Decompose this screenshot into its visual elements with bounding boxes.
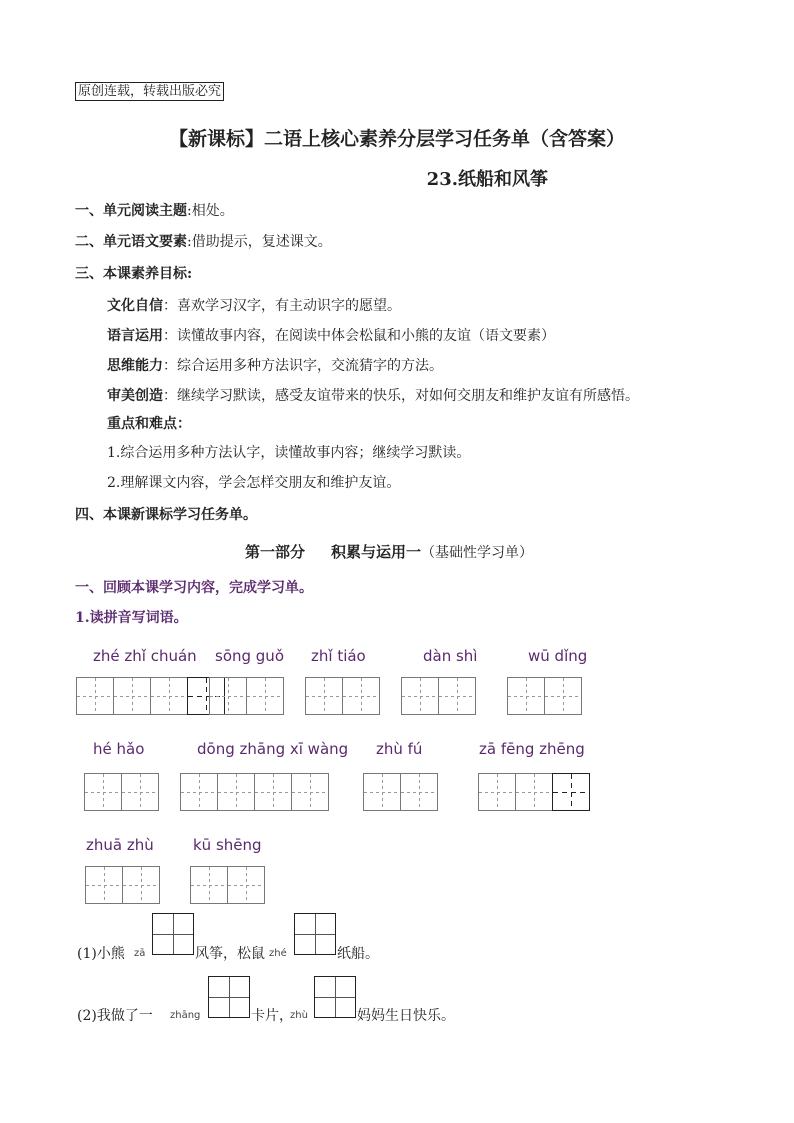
sentence-1-pinyin-2: zhé (269, 948, 287, 959)
goal-thinking (107, 357, 443, 375)
grid-cell[interactable] (76, 677, 114, 715)
grid-cell[interactable] (84, 773, 122, 811)
answer-grid-4[interactable] (401, 677, 475, 715)
goal-aesthetic (107, 387, 639, 405)
grid-cell[interactable] (180, 773, 218, 811)
pinyin-10: zhuā zhù (86, 836, 154, 854)
answer-box-2[interactable] (294, 913, 336, 955)
sentence-1-part-b: 风筝，松鼠 (195, 946, 265, 962)
goal-language-text: ：读懂故事内容，在阅读中体会松鼠和小熊的友谊（语文要素） (163, 328, 555, 344)
sentence-2-part-c: 妈妈生日快乐。 (357, 1008, 455, 1024)
grid-cell[interactable] (305, 677, 343, 715)
grid-cell[interactable] (544, 677, 582, 715)
task-heading: 一、回顾本课学习内容，完成学习单。 (75, 580, 313, 596)
grid-cell[interactable] (190, 866, 228, 904)
grid-cell[interactable] (507, 677, 545, 715)
key-point-1: 1.综合运用多种方法认字，读懂故事内容；继续学习默读。 (107, 445, 471, 461)
answer-box-1[interactable] (152, 913, 194, 955)
section-2 (75, 233, 332, 251)
grid-cell[interactable] (121, 773, 159, 811)
goal-thinking-text: ：综合运用多种方法识字，交流猜字的方法。 (163, 358, 443, 374)
goal-culture-label: 文化自信 (107, 298, 163, 314)
grid-cell[interactable] (515, 773, 553, 811)
answer-grid-2[interactable] (209, 677, 283, 715)
part-heading (245, 541, 533, 562)
pinyin-3: zhǐ tiáo (311, 647, 366, 665)
section-3-label: 三、本课素养目标: (75, 266, 193, 282)
grid-cell[interactable] (122, 866, 160, 904)
sentence-2-pinyin-1: zhāng (170, 1010, 201, 1021)
part-type: （基础性学习单） (421, 545, 534, 561)
sentence-1-part-c: 纸船。 (337, 946, 379, 962)
grid-cell[interactable] (342, 677, 380, 715)
sentence-2-part-b: 卡片， (251, 1008, 293, 1024)
document-title: 【新课标】二语上核心素养分层学习任务单（含答案） (168, 128, 625, 150)
answer-box-3[interactable] (208, 976, 250, 1018)
grid-cell[interactable] (401, 677, 439, 715)
answer-grid-1[interactable] (76, 677, 224, 715)
goal-aesthetic-text: ：继续学习默读，感受友谊带来的快乐，对如何交朋友和维护友谊有所感悟。 (163, 388, 639, 404)
pinyin-4: dàn shì (423, 647, 478, 665)
pinyin-2: sōng guǒ (215, 647, 284, 665)
answer-grid-5[interactable] (507, 677, 581, 715)
sentence-1-pinyin-1: zā (134, 948, 146, 959)
grid-cell[interactable] (291, 773, 329, 811)
grid-cell[interactable] (209, 677, 247, 715)
pinyin-11: kū shēng (193, 836, 262, 854)
grid-cell[interactable] (150, 677, 188, 715)
part-title: 积累与运用一 (331, 543, 422, 561)
grid-cell[interactable] (113, 677, 151, 715)
section-4-label: 四、本课新课标学习任务单。 (75, 507, 257, 523)
pinyin-6: hé hǎo (93, 740, 145, 758)
pinyin-1: zhé zhǐ chuán (93, 647, 197, 665)
goal-aesthetic-label: 审美创造 (107, 388, 163, 404)
grid-cell[interactable] (254, 773, 292, 811)
key-points-label: 重点和难点： (107, 416, 191, 432)
answer-grid-9[interactable] (478, 773, 589, 811)
answer-grid-11[interactable] (190, 866, 264, 904)
key-point-2: 2.理解课文内容，学会怎样交朋友和维护友谊。 (107, 475, 401, 491)
goal-culture (107, 297, 401, 315)
grid-cell[interactable] (478, 773, 516, 811)
section-1 (75, 202, 234, 220)
answer-grid-8[interactable] (363, 773, 437, 811)
question-1-heading: 1.读拼音写词语。 (75, 610, 188, 626)
answer-grid-3[interactable] (305, 677, 379, 715)
copyright-stamp: 原创连载，转载出版必究 (75, 82, 224, 101)
grid-cell[interactable] (552, 773, 590, 811)
grid-cell[interactable] (85, 866, 123, 904)
pinyin-7: dōng zhāng xī wàng (197, 740, 349, 758)
pinyin-8: zhù fú (376, 740, 423, 758)
grid-cell[interactable] (217, 773, 255, 811)
grid-cell[interactable] (400, 773, 438, 811)
goal-language (107, 327, 555, 345)
section-2-label: 二、单元语文要素 (75, 234, 187, 250)
grid-cell[interactable] (246, 677, 284, 715)
sentence-2-part-a: (2)我做了一 (77, 1008, 153, 1024)
goal-language-label: 语言运用 (107, 328, 163, 344)
goal-culture-text: ：喜欢学习汉字，有主动识字的愿望。 (163, 298, 401, 314)
grid-cell[interactable] (363, 773, 401, 811)
answer-grid-6[interactable] (84, 773, 158, 811)
goal-thinking-label: 思维能力 (107, 358, 163, 374)
pinyin-9: zā fēng zhēng (479, 740, 585, 758)
section-1-text: :相处。 (187, 203, 234, 219)
part-number: 第一部分 (245, 543, 306, 561)
grid-cell[interactable] (438, 677, 476, 715)
sentence-1-part-a: (1)小熊 (77, 946, 125, 962)
lesson-title: 23.纸船和风筝 (426, 169, 548, 190)
section-1-label: 一、单元阅读主题 (75, 203, 187, 219)
sentence-2-pinyin-2: zhù (290, 1010, 308, 1021)
answer-grid-10[interactable] (85, 866, 159, 904)
pinyin-5: wū dǐng (528, 647, 588, 665)
answer-box-4[interactable] (314, 976, 356, 1018)
grid-cell[interactable] (227, 866, 265, 904)
section-2-text: :借助提示，复述课文。 (187, 234, 332, 250)
answer-grid-7[interactable] (180, 773, 328, 811)
